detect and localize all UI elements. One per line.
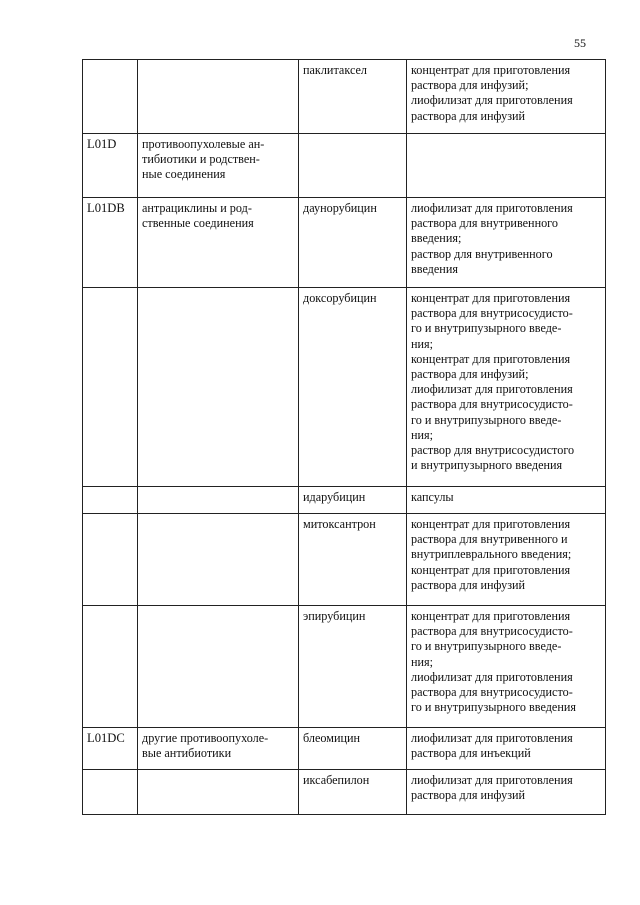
- group-name-cell: антрациклины и род- ственные соединения: [138, 198, 299, 288]
- atc-code-cell: L01DB: [83, 198, 138, 288]
- table-row: [83, 728, 606, 770]
- group-name-cell: [138, 770, 299, 815]
- drug-table: [82, 59, 606, 815]
- drug-name-cell: митоксантрон: [299, 514, 407, 606]
- atc-code-cell: [83, 288, 138, 487]
- table-row: [83, 514, 606, 606]
- dosage-form-cell: лиофилизат для приготовления раствора для внутривенного введения; раствор для внутривенного введения: [407, 198, 606, 288]
- table-row: [83, 198, 606, 288]
- group-name-cell: [138, 514, 299, 606]
- table-row: [83, 288, 606, 487]
- table-row: [83, 487, 606, 514]
- table-row: [83, 606, 606, 728]
- table-row: [83, 770, 606, 815]
- page-number: 55: [574, 36, 586, 50]
- drug-name-cell: идарубицин: [299, 487, 407, 514]
- dosage-form-cell: [407, 134, 606, 198]
- group-name-cell: [138, 288, 299, 487]
- atc-code-cell: L01DC: [83, 728, 138, 770]
- drug-name-cell: эпирубицин: [299, 606, 407, 728]
- dosage-form-cell: лиофилизат для приготовления раствора для инфузий: [407, 770, 606, 815]
- group-name-cell: [138, 60, 299, 134]
- drug-name-cell: блеомицин: [299, 728, 407, 770]
- atc-code-cell: [83, 770, 138, 815]
- dosage-form-cell: лиофилизат для приготовления раствора для инъекций: [407, 728, 606, 770]
- dosage-form-cell: концентрат для приготовления раствора для внутрисосудисто- го и внутрипузырного введе- ния; концентрат для приготовления раствора для инфузий; лиофилизат для приготовления раствора для внутрисосудисто- го и внутрипузырного введе- ния; раствор для внутрисосудистого и внутрипузырного введения: [407, 288, 606, 487]
- drug-name-cell: иксабепилон: [299, 770, 407, 815]
- dosage-form-cell: концентрат для приготовления раствора для внутривенного и внутриплеврального введения; концентрат для приготовления раствора для инфузий: [407, 514, 606, 606]
- atc-code-cell: [83, 487, 138, 514]
- dosage-form-cell: концентрат для приготовления раствора для инфузий; лиофилизат для приготовления раствора для инфузий: [407, 60, 606, 134]
- atc-code-cell: [83, 60, 138, 134]
- group-name-cell: [138, 487, 299, 514]
- atc-code-cell: L01D: [83, 134, 138, 198]
- group-name-cell: другие противоопухоле- вые антибиотики: [138, 728, 299, 770]
- dosage-form-cell: концентрат для приготовления раствора для внутрисосудисто- го и внутрипузырного введе- ния; лиофилизат для приготовления раствора для внутрисосудисто- го и внутрипузырного введения: [407, 606, 606, 728]
- drug-name-cell: даунорубицин: [299, 198, 407, 288]
- atc-code-cell: [83, 606, 138, 728]
- table-row: [83, 134, 606, 198]
- group-name-cell: противоопухолевые ан- тибиотики и родствен- ные соединения: [138, 134, 299, 198]
- drug-name-cell: доксорубицин: [299, 288, 407, 487]
- atc-code-cell: [83, 514, 138, 606]
- dosage-form-cell: капсулы: [407, 487, 606, 514]
- drug-name-cell: паклитаксел: [299, 60, 407, 134]
- group-name-cell: [138, 606, 299, 728]
- table-row: [83, 60, 606, 134]
- drug-name-cell: [299, 134, 407, 198]
